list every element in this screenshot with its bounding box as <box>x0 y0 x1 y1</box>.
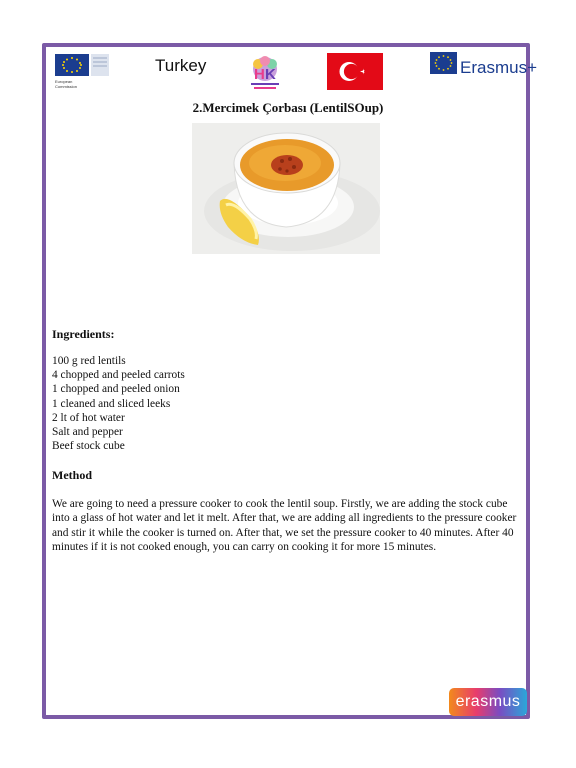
method-heading: Method <box>52 468 92 482</box>
erasmus-plus-label: Erasmus+ <box>460 58 537 77</box>
lentil-soup-photo <box>192 123 380 254</box>
svg-text:Commission: Commission <box>55 84 78 89</box>
project-hk-logo <box>246 55 284 93</box>
ingredient-item: 4 chopped and peeled carrots <box>52 369 185 382</box>
method-paragraph: We are going to need a pressure cooker to cook the lentil soup. Firstly, we are adding the stock cube into a glass of hot water and let it melt. After that, we are adding all ingredients to the pressure cooker and stir it while the cooker is turned on. After that, we set the pressure cooker to 40 minutes. After 40 minutes if it is not cooked enough, you can carry on cooking it for more 15 minutes. <box>52 498 517 553</box>
svg-text:K: K <box>265 66 276 83</box>
ingredients-heading: Ingredients: <box>52 327 115 341</box>
european-commission-logo <box>53 52 111 90</box>
svg-text:European: European <box>55 79 73 84</box>
svg-text:H: H <box>254 66 265 83</box>
country-label: Turkey <box>155 56 207 75</box>
ingredient-item: 2 lt of hot water <box>52 411 125 424</box>
ingredients-list <box>52 354 185 453</box>
ingredient-item: Salt and pepper <box>52 426 123 439</box>
ingredient-item: 1 cleaned and sliced leeks <box>52 397 171 410</box>
recipe-title: 2.Mercimek Çorbası (LentilSOup) <box>192 100 384 115</box>
turkey-flag-icon <box>327 53 383 90</box>
ingredient-item: 1 chopped and peeled onion <box>52 383 180 396</box>
ingredient-item: Beef stock cube <box>52 440 125 453</box>
erasmus-logo: erasmus <box>449 688 527 716</box>
ingredient-item: 100 g red lentils <box>52 355 126 367</box>
